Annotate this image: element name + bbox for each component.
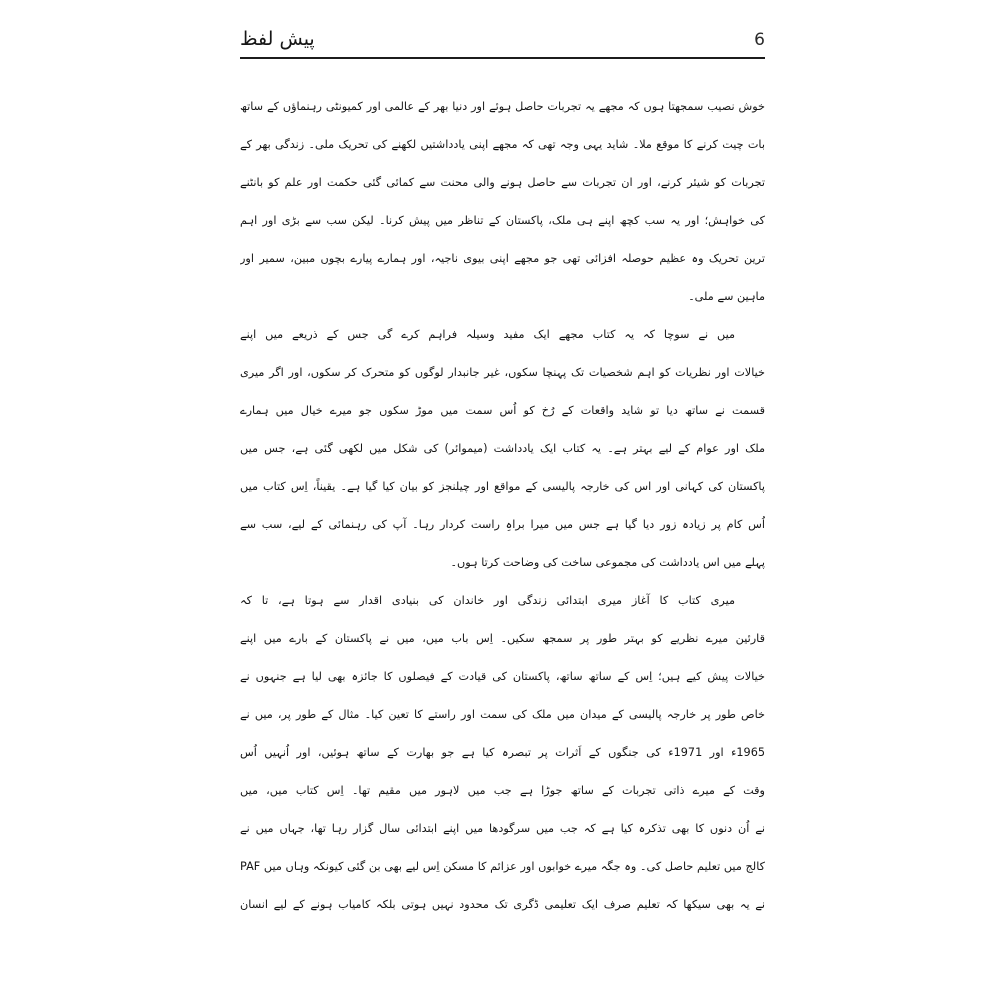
page-content — [240, 0, 765, 924]
text-line: وقت کے میرے ذاتی تجربات کے ساتھ جوڑا ہے جب میں لاہور میں مقیم تھا۔ اِس کتاب میں، میں — [240, 784, 765, 797]
text-line: ترین تحریک وہ عظیم حوصلہ افزائی تھی جو مجھے اپنی بیوی ناجیہ، اور ہمارے پیارے بچوں مبین، سمیر اور — [240, 252, 765, 265]
text-line: کی خواہش؛ اور یہ سب کچھ اپنے ہی ملک، پاکستان کے تناظر میں پیش کرنا۔ لیکن سب سے بڑی اور اہم — [240, 214, 765, 227]
text-line: پہلے میں اس یادداشت کی مجموعی ساخت کی وضاحت کرتا ہوں۔ — [450, 556, 765, 569]
text-line: خاص طور پر خارجہ پالیسی کے میدان میں ملک کی سمت اور راستے کا تعین کیا۔ مثال کے طور پر، میں نے — [240, 708, 765, 721]
chapter-title: پیش لفظ — [240, 28, 315, 50]
text-line: PAF کالج میں تعلیم حاصل کی۔ وہ جگہ میرے خوابوں اور عزائم کا مسکن اِس لیے بھی بن گئی کیونکہ وہاں میں — [240, 860, 765, 873]
text-line: اُس کام پر زیادہ زور دیا گیا ہے جس میں میرا براہِ راست کردار رہا۔ آپ کی رہنمائی کے لیے، سب سے — [240, 518, 765, 531]
text-line: بات چیت کرنے کا موقع ملا۔ شاید یہی وجہ تھی کہ مجھے اپنی یادداشتیں لکھنے کی تحریک ملی۔ زندگی بھر کے — [240, 138, 765, 151]
text-line: قسمت نے ساتھ دیا تو شاید واقعات کے رُخ کو اُس سمت میں موڑ سکوں جو میرے خیال میں ہمارے — [240, 404, 765, 417]
text-line: پاکستان کی کہانی اور اس کی خارجہ پالیسی کے مواقع اور چیلنجز کو بیان کیا گیا ہے۔ یقیناً، اِس کتاب میں — [240, 480, 765, 493]
text-line: ملک اور عوام کے لیے بہتر ہے۔ یہ کتاب ایک یادداشت (میموائر) کی شکل میں لکھی گئی ہے، جس میں — [240, 442, 765, 455]
text-body — [240, 88, 765, 924]
text-line: میں نے سوچا کہ یہ کتاب مجھے ایک مفید وسیلہ فراہم کرے گی جس کے ذریعے میں اپنے — [240, 328, 735, 341]
text-line: نے یہ بھی سیکھا کہ تعلیم صرف ایک تعلیمی ڈگری تک محدود نہیں ہوتی بلکہ کامیاب ہونے کے لیے انسان — [240, 898, 765, 911]
page-number: 6 — [754, 30, 765, 50]
text-line: خوش نصیب سمجھتا ہوں کہ مجھے یہ تجربات حاصل ہوئے اور دنیا بھر کے عالمی اور کمیونٹی رہنماؤں کے ساتھ — [240, 100, 765, 113]
text-line: ماہین سے ملی۔ — [688, 290, 765, 303]
text-line: 1965ء اور 1971ء کی جنگوں کے اَثرات پر تبصرہ کیا ہے جو بھارت کے ساتھ ہوئیں، اور اُنہیں اُس — [240, 746, 765, 759]
text-line: قارئین میرے نظریے کو بہتر طور پر سمجھ سکیں۔ اِس باب میں، میں نے پاکستان کے بارے میں اپنے — [240, 632, 765, 645]
text-line: خیالات اور نظریات کو اہم شخصیات تک پہنچا سکوں، غیر جانبدار لوگوں کو متحرک کر سکوں، اور اگر میری — [240, 366, 765, 379]
text-line: میری کتاب کا آغاز میری ابتدائی زندگی اور خاندان کی بنیادی اقدار سے ہوتا ہے، تا کہ — [240, 594, 735, 607]
text-line: نے اُن دنوں کا بھی تذکرہ کیا ہے کہ جب میں سرگودھا میں اپنے ابتدائی سال گزار رہا تھا، جہاں میں نے — [240, 822, 765, 835]
page-header — [240, 0, 765, 50]
header-rule — [240, 57, 765, 59]
text-line: خیالات پیش کیے ہیں؛ اِس کے ساتھ ساتھ، پاکستان کی قیادت کے فیصلوں کا جائزہ بھی لیا ہے جنہوں نے — [240, 670, 765, 683]
text-line: تجربات کو شیئر کرنے، اور ان تجربات سے حاصل ہونے والی محنت سے کمائی گئی حکمت اور علم کو بانٹنے — [240, 176, 765, 189]
